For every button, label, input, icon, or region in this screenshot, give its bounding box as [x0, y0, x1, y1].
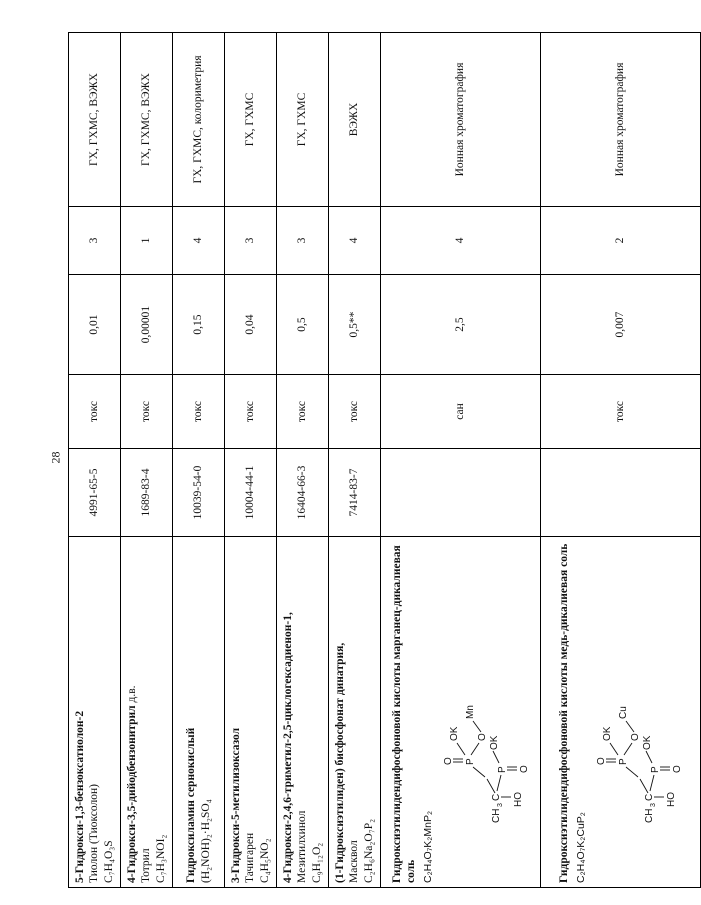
- table-row: [329, 33, 381, 888]
- analysis-method: ГХ, ГХМС, ВЭЖХ: [69, 33, 121, 207]
- analysis-method: Ионная хроматография: [381, 33, 541, 207]
- atom-label: P: [497, 766, 509, 773]
- atom-label: O: [672, 765, 684, 773]
- structure-svg: [592, 643, 684, 883]
- cas-number: 10039-54-0: [173, 449, 225, 537]
- hazard-class-label: токс: [329, 375, 381, 449]
- hazard-level: 2: [541, 207, 701, 275]
- substance-formula: C₄H₅NO₂: [258, 838, 271, 883]
- table-row: [69, 33, 121, 888]
- bond-line: [473, 721, 481, 732]
- atom-label: OK: [449, 726, 461, 741]
- cas-number: [541, 449, 701, 537]
- hazard-class-label: токс: [69, 375, 121, 449]
- bond-line: [624, 743, 632, 755]
- mac-value: 2,5: [381, 275, 541, 375]
- substance-formula: C₂H₄O₇K₂MnP₂: [422, 810, 435, 883]
- bond-line: [493, 751, 499, 763]
- hazard-level: 3: [277, 207, 329, 275]
- analysis-method: ГХ, ГХМС, колориметрия: [173, 33, 225, 207]
- atom-label: Cu: [618, 706, 630, 719]
- substance-synonym: Мезитилхинол: [296, 810, 309, 883]
- hazard-class-label: сан: [381, 375, 541, 449]
- hazard-class-label: токс: [277, 375, 329, 449]
- substance-formula: C₂H₆Na₂O₇P₂: [362, 818, 375, 883]
- bond-line: [650, 775, 654, 791]
- bond-line: [626, 721, 634, 732]
- atom-label: P: [650, 766, 662, 773]
- substance-formula: C₉H₁₂O₂: [310, 842, 323, 883]
- atom-label: HO: [513, 792, 525, 807]
- atom-label: Mn: [465, 705, 477, 719]
- substance-name-cell: [121, 537, 173, 888]
- atom-label: P: [618, 758, 630, 765]
- structure-svg: [439, 643, 531, 883]
- hazard-level: 1: [121, 207, 173, 275]
- analysis-method: ГХ, ГХМС: [225, 33, 277, 207]
- atom-label: OK: [489, 735, 501, 750]
- mac-value: 0,00001: [121, 275, 173, 375]
- substances-table: [68, 32, 701, 888]
- substance-formula: C₂H₄O₇K₂CuP₂: [575, 812, 588, 883]
- hazard-level: 4: [329, 207, 381, 275]
- structural-formula-diagram: [439, 541, 531, 883]
- atom-label: O: [443, 757, 455, 765]
- substance-name-cell: [173, 537, 225, 888]
- hazard-class-label: токс: [173, 375, 225, 449]
- analysis-method: Ионная хроматография: [541, 33, 701, 207]
- atom-label: O: [477, 733, 489, 741]
- substance-name-cell: [329, 537, 381, 888]
- table-row: [121, 33, 173, 888]
- mac-value: 0,04: [225, 275, 277, 375]
- substance-name: Гидроксиламин сернокислый: [185, 727, 198, 883]
- substance-synonym: (H₂NOH)₂·H₂SO₄: [199, 799, 212, 883]
- substance-name: 5-Гидрокси-1,3-бензоксатиолон-2: [73, 710, 86, 883]
- substance-name-cell: [277, 537, 329, 888]
- cas-number: 1689-83-4: [121, 449, 173, 537]
- cas-number: 10004-44-1: [225, 449, 277, 537]
- substance-name: Гидроксиэтилидендифосфоновой кислоты медь-дикалиевая соль: [557, 543, 570, 883]
- rotated-table-container: [68, 33, 684, 888]
- substance-name-cell: [225, 537, 277, 888]
- atom-label: C: [644, 793, 656, 801]
- bond-line: [626, 767, 638, 777]
- cas-number: 16404-66-3: [277, 449, 329, 537]
- substance-synonym: Тачигарен: [244, 832, 257, 883]
- hazard-class-label: токс: [541, 375, 701, 449]
- cas-number: [381, 449, 541, 537]
- bond-line: [640, 779, 648, 793]
- bond-line: [487, 779, 495, 793]
- substance-name-cell: [69, 537, 121, 888]
- mac-value: 0,5**: [329, 275, 381, 375]
- hazard-level: 4: [173, 207, 225, 275]
- atom-label: 3: [650, 803, 658, 807]
- table-row: [225, 33, 277, 888]
- atom-label: OK: [602, 726, 614, 741]
- substance-name: 4-Гидрокси-2,4,6-триметил-2,5-циклогексадиенон-1,: [281, 612, 294, 883]
- substance-formula: C₇H₃NOI₂: [154, 834, 167, 883]
- mac-value: 0,5: [277, 275, 329, 375]
- atom-label: C: [491, 793, 503, 801]
- atom-label: O: [519, 765, 531, 773]
- atom-label: P: [465, 758, 477, 765]
- atom-label: HO: [666, 792, 678, 807]
- substance-name-cell: [381, 537, 541, 888]
- cas-number: 7414-83-7: [329, 449, 381, 537]
- substance-formula: C₇H₄O₃S: [102, 840, 115, 883]
- substance-synonym: Тотрил: [140, 848, 153, 883]
- atom-label: 3: [497, 803, 505, 807]
- bond-line: [610, 743, 618, 755]
- hazard-class-label: токс: [225, 375, 277, 449]
- mac-value: 0,15: [173, 275, 225, 375]
- substance-synonym: Масквол: [348, 840, 361, 883]
- analysis-method: ГХ, ГХМС: [277, 33, 329, 207]
- atom-label: O: [630, 733, 642, 741]
- table-row: [277, 33, 329, 888]
- analysis-method: ГХ, ГХМС, ВЭЖХ: [121, 33, 173, 207]
- hazard-class-label: токс: [121, 375, 173, 449]
- substance-name-cell: [541, 537, 701, 888]
- table-row: [173, 33, 225, 888]
- bond-line: [497, 775, 501, 791]
- analysis-method: ВЭЖХ: [329, 33, 381, 207]
- table-row: [381, 33, 541, 888]
- page-number: 28: [48, 451, 63, 464]
- mac-value: 0,01: [69, 275, 121, 375]
- mac-value: 0,007: [541, 275, 701, 375]
- hazard-level: 4: [381, 207, 541, 275]
- substance-name: 4-Гидрокси-3,5-дийодбензонитрил: [125, 705, 138, 883]
- substance-name: 3-Гидрокси-5-метилизоксазол: [229, 727, 242, 883]
- structural-formula-diagram: [592, 541, 684, 883]
- substance-name-suffix: д.в.: [125, 685, 138, 703]
- bond-line: [646, 751, 652, 763]
- atom-label: CH: [644, 808, 656, 823]
- bond-line: [457, 743, 465, 755]
- substance-name: Гидроксиэтилидендифосфоновой кислоты марганец-дикалиевая соль: [390, 545, 417, 883]
- atom-label: CH: [491, 808, 503, 823]
- hazard-level: 3: [69, 207, 121, 275]
- bond-line: [473, 767, 485, 777]
- substance-name: (1-Гидроксиэтилиден) бисфосфонат динатрия,: [333, 642, 346, 883]
- atom-label: OK: [642, 735, 654, 750]
- atom-label: O: [596, 757, 608, 765]
- cas-number: 4991-65-5: [69, 449, 121, 537]
- table-row: [541, 33, 701, 888]
- hazard-level: 3: [225, 207, 277, 275]
- substance-synonym: Тиолон (Тиоксолон): [88, 784, 101, 883]
- bond-line: [471, 743, 479, 755]
